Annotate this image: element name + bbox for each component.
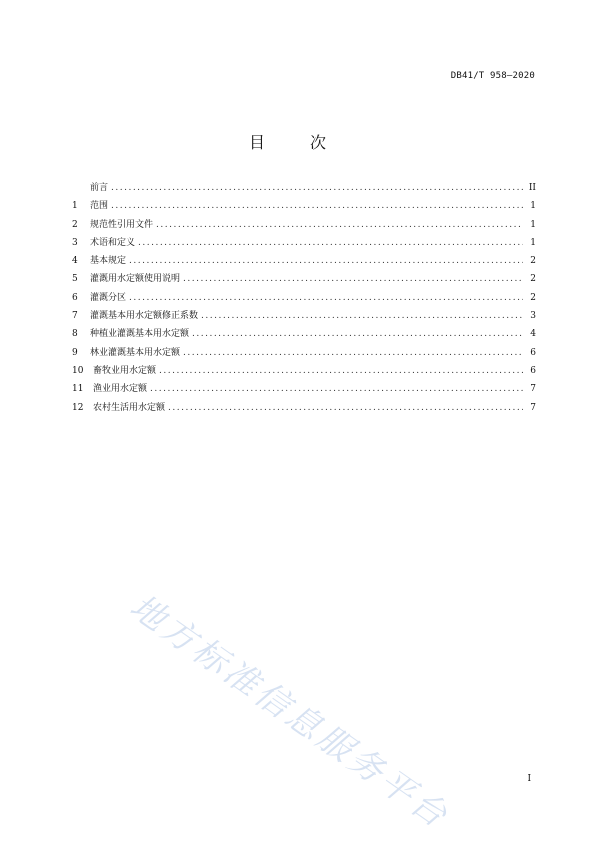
toc-entry-9[interactable] [72, 344, 536, 362]
toc-entry-11[interactable] [72, 380, 536, 398]
toc-number: 7 [72, 311, 78, 322]
toc-leader [183, 270, 523, 288]
toc-page: 2 [530, 292, 536, 303]
toc-label: 农村生活用水定额 [93, 402, 166, 413]
toc-page: 4 [530, 329, 536, 340]
page-title: 目 次 [248, 133, 347, 152]
toc-number: 10 [72, 365, 84, 376]
toc-number: 3 [72, 237, 78, 248]
toc-entry-2[interactable] [72, 216, 536, 234]
toc-leader [201, 307, 523, 325]
toc-entry-foreword[interactable] [72, 179, 536, 197]
toc-number: 4 [72, 256, 78, 267]
toc-leader [159, 362, 523, 380]
toc-number: 2 [72, 219, 78, 230]
toc-leader [156, 216, 523, 234]
toc-page: II [528, 183, 536, 193]
toc-leader [183, 344, 523, 362]
toc-number: 1 [72, 201, 78, 212]
toc-leader [129, 252, 523, 270]
toc-leader [129, 289, 523, 307]
toc-number: 9 [72, 347, 78, 358]
toc-entry-6[interactable] [72, 289, 536, 307]
toc-leader [150, 380, 523, 398]
toc-number: 11 [72, 384, 84, 395]
toc-label: 种植业灌溉基本用水定额 [90, 329, 190, 340]
toc-label: 灌溉用水定额使用说明 [90, 274, 181, 285]
toc-number: 12 [72, 402, 84, 413]
table-of-contents [72, 179, 536, 417]
toc-page: 2 [530, 256, 536, 267]
toc-entry-12[interactable] [72, 399, 536, 417]
toc-page: 6 [530, 347, 536, 358]
toc-leader [168, 399, 523, 417]
toc-entry-7[interactable] [72, 307, 536, 325]
toc-page: 7 [530, 384, 536, 395]
toc-page: 2 [530, 274, 536, 285]
toc-page: 1 [530, 219, 536, 230]
toc-page: 1 [530, 201, 536, 212]
toc-leader [111, 179, 523, 197]
toc-label: 术语和定义 [90, 237, 136, 248]
toc-label: 基本规定 [90, 256, 127, 267]
toc-entry-4[interactable] [72, 252, 536, 270]
toc-page: 1 [530, 237, 536, 248]
toc-label: 林业灌溉基本用水定额 [90, 347, 181, 358]
toc-page: 6 [530, 365, 536, 376]
toc-entry-8[interactable] [72, 325, 536, 343]
toc-label: 灌溉基本用水定额修正系数 [90, 311, 199, 322]
toc-label: 渔业用水定额 [93, 384, 148, 395]
toc-label: 畜牧业用水定额 [93, 365, 157, 376]
toc-leader [111, 197, 523, 215]
toc-label: 灌溉分区 [90, 292, 127, 303]
toc-page: 3 [530, 311, 536, 322]
toc-number: 8 [72, 329, 78, 340]
toc-number: 6 [72, 292, 78, 303]
toc-leader [192, 325, 523, 343]
toc-label: 规范性引用文件 [90, 219, 154, 230]
toc-number: 5 [72, 274, 78, 285]
toc-entry-5[interactable] [72, 270, 536, 288]
document-code: DB41/T 958—2020 [450, 71, 535, 81]
toc-label: 范围 [90, 201, 109, 212]
toc-page: 7 [530, 402, 536, 413]
toc-entry-1[interactable] [72, 197, 536, 215]
toc-entry-10[interactable] [72, 362, 536, 380]
toc-leader [138, 234, 523, 252]
toc-entry-3[interactable] [72, 234, 536, 252]
toc-label: 前言 [90, 183, 109, 193]
page-number: I [527, 774, 531, 784]
watermark: 地方标准信息服务平台 [122, 586, 457, 838]
